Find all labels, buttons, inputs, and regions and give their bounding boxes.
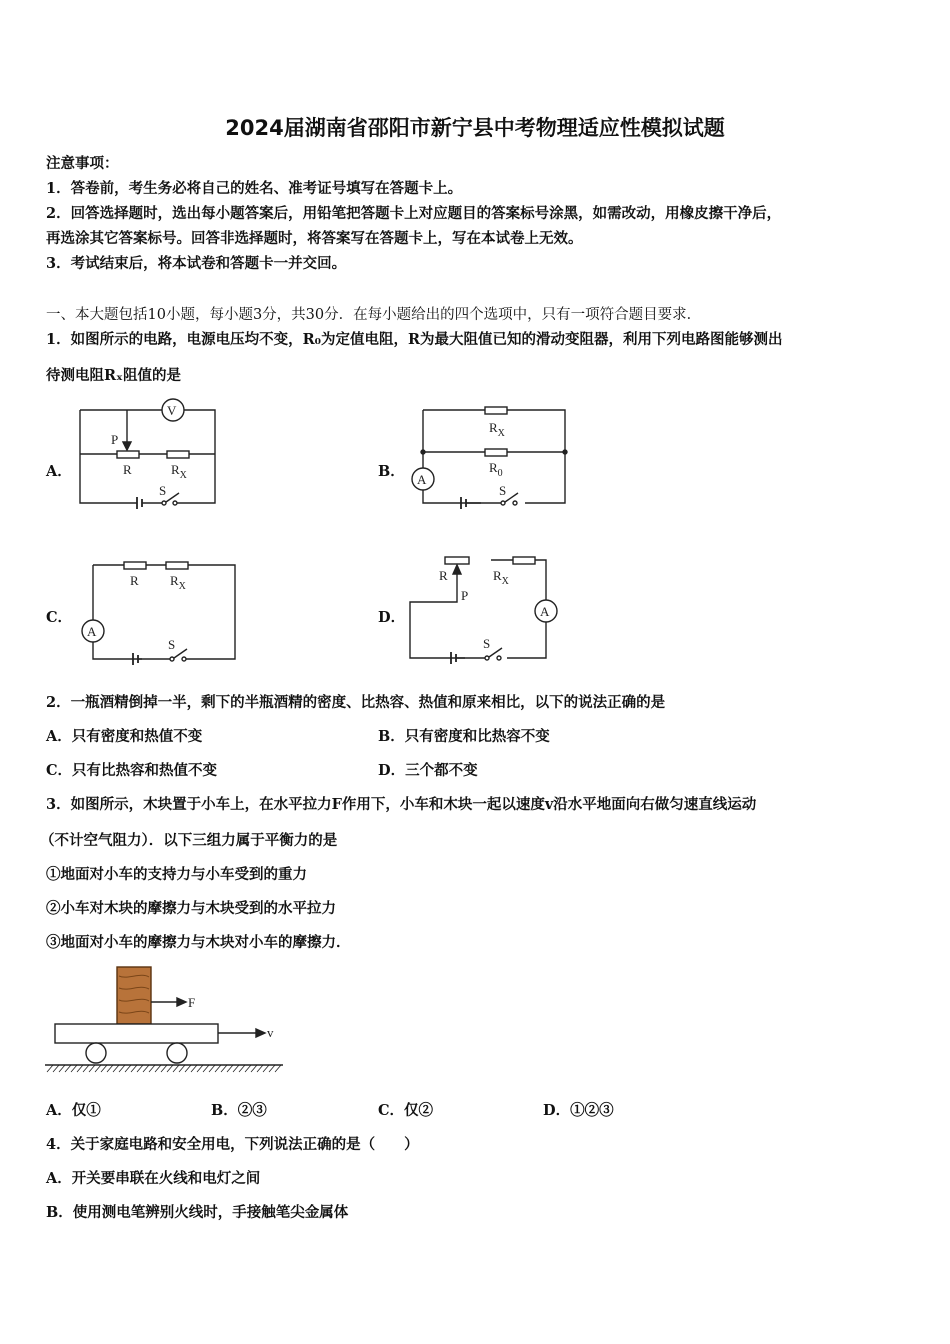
notice-item-2-cont: 再选涂其它答案标号。回答非选择题时，将答案写在答题卡上，写在本试卷上无效。 (46, 230, 583, 247)
q2-option-a: A．只有密度和热值不变 (46, 728, 203, 745)
notice-heading: 注意事项： (46, 155, 119, 172)
circuit-b-diagram (405, 400, 570, 515)
switch-label: S (483, 636, 491, 651)
q2-stem: 2．一瓶酒精倒掉一半，剩下的半瓶酒精的密度、比热容、热值和原来相比，以下的说法正确的是 (46, 694, 666, 711)
switch-label: S (168, 637, 176, 652)
circuit-c-diagram (78, 555, 243, 670)
q1-option-d-label: D． (378, 609, 406, 626)
cart-block-figure (45, 962, 285, 1077)
switch-label: S (159, 483, 167, 498)
q3-option-a: A．仅① (46, 1102, 101, 1119)
notice-item-3: 3．考试结束后，将本试卷和答题卡一并交回。 (46, 255, 347, 272)
q3-item-2: ②小车对木块的摩擦力与木块受到的水平拉力 (46, 900, 336, 917)
rheostat-label: R (439, 568, 448, 583)
circuit-d-diagram (405, 552, 565, 667)
q3-item-3: ③地面对小车的摩擦力与木块对小车的摩擦力． (46, 934, 351, 951)
slider-p-label: P (461, 588, 469, 603)
notice-item-2: 2．回答选择题时，选出每小题答案后，用铅笔把答题卡上对应题目的答案标号涂黑，如需改动，用橡皮擦干净后， (46, 205, 782, 222)
q1-option-a-label: A． (46, 463, 72, 480)
rx-label: $R_X$ (489, 420, 505, 439)
rheostat-label: R (130, 573, 139, 588)
r0-label: $R_0$ (489, 460, 503, 479)
cart-body (55, 1024, 218, 1043)
page-title: 2024届湖南省邵阳市新宁县中考物理适应性模拟试题 (225, 116, 725, 140)
q1-stem-line2: 待测电阻Rₓ阻值的是 (46, 367, 181, 384)
q3-stem-line1: 3．如图所示，木块置于小车上，在水平拉力F作用下，小车和木块一起以速度v沿水平地面向右做匀速直线运动 (46, 796, 757, 813)
rx-label: $R_X$ (493, 568, 509, 587)
switch-label: S (499, 483, 507, 498)
q2-option-b: B．只有密度和比热容不变 (378, 728, 550, 745)
voltmeter-label: V (167, 403, 177, 418)
velocity-v-label: v (267, 1025, 274, 1040)
slider-p-label: P (111, 432, 119, 447)
q1-option-b-label: B． (378, 463, 405, 480)
ammeter-label: A (87, 624, 97, 639)
circuit-a-diagram (75, 398, 225, 513)
q2-option-c: C．只有比热容和热值不变 (46, 762, 218, 779)
section-heading: 一、本大题包括10小题，每小题3分，共30分．在每小题给出的四个选项中，只有一项符合题目要求． (46, 307, 702, 323)
rx-label: $R_X$ (171, 462, 187, 481)
q4-option-a: A．开关要串联在火线和电灯之间 (46, 1170, 261, 1187)
force-f-label: F (188, 995, 196, 1010)
rx-label: $R_X$ (170, 573, 186, 592)
q4-option-b: B．使用测电笔辨别火线时，手接触笔尖金属体 (46, 1204, 349, 1221)
q3-item-1: ①地面对小车的支持力与小车受到的重力 (46, 866, 307, 883)
q2-option-d: D．三个都不变 (378, 762, 478, 779)
ammeter-label: A (417, 472, 427, 487)
notice-item-1: 1．答卷前，考生务必将自己的姓名、准考证号填写在答题卡上。 (46, 180, 463, 197)
q4-stem: 4．关于家庭电路和安全用电，下列说法正确的是（ ） (46, 1136, 419, 1153)
q1-option-c-label: C． (46, 609, 73, 626)
ammeter-label: A (540, 604, 550, 619)
q3-option-c: C．仅② (378, 1102, 434, 1119)
q3-option-d: D．①②③ (543, 1102, 614, 1119)
rheostat-label: R (123, 462, 132, 477)
q3-stem-line2: （不计空气阻力）．以下三组力属于平衡力的是 (40, 832, 338, 849)
q1-stem-line1: 1．如图所示的电路，电源电压均不变，R₀为定值电阻，R为最大阻值已知的滑动变阻器，利用下列电路图能够测出 (46, 331, 783, 348)
q3-option-b: B．②③ (211, 1102, 267, 1119)
